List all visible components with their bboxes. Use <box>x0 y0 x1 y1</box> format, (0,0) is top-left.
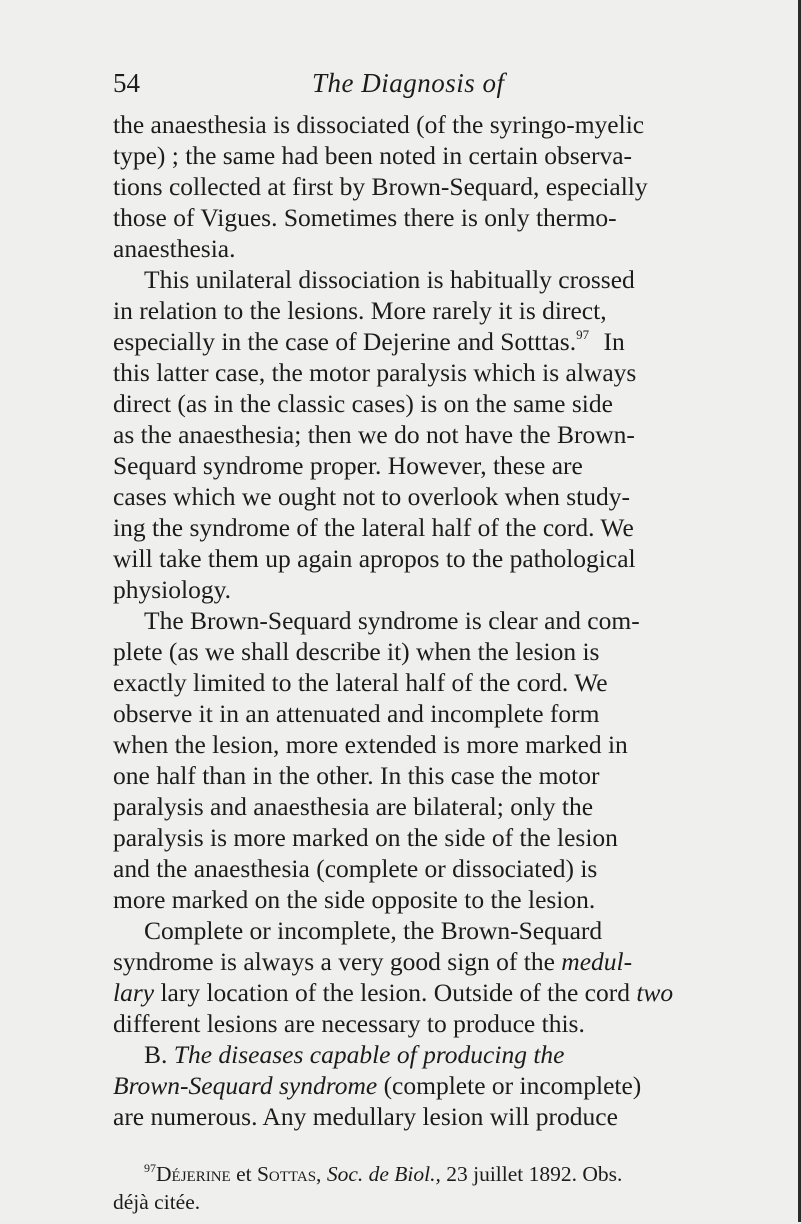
text-line: ing the syndrome of the lateral half of the cord. We <box>113 513 634 542</box>
footnote-journal: Soc. de Biol., <box>326 1162 441 1186</box>
text-line: those of Vigues. Sometimes there is only thermo- <box>113 203 617 232</box>
italic-segment: lary <box>113 978 155 1007</box>
text-line: one half than in the other. In this case the motor <box>113 761 600 790</box>
text-line: Sequard syndrome proper. However, these are <box>113 451 583 480</box>
text-line: will take them up again apropos to the pathological <box>113 544 636 573</box>
text-line: are numerous. Any medullary lesion will produce <box>113 1102 618 1131</box>
text-line: anaesthesia. <box>113 234 236 263</box>
text-segment: (complete or incomplete) <box>383 1071 642 1100</box>
text-line: The Brown-Sequard syndrome is clear and com- <box>144 606 640 635</box>
text-line: in relation to the lesions. More rarely it is direct, <box>113 296 607 325</box>
text-line <box>144 1040 564 1074</box>
text-line: Complete or incomplete, the Brown-Sequard <box>144 916 603 945</box>
text-line: plete (as we shall describe it) when the lesion is <box>113 637 600 666</box>
text-segment: lary location of the lesion. Outside of the cord <box>160 978 630 1007</box>
text-line <box>113 327 625 361</box>
italic-segment: medul- <box>561 947 633 976</box>
text-line: this latter case, the motor paralysis which is always <box>113 358 637 387</box>
footnote-number: 97 <box>144 1161 156 1175</box>
text-line: physiology. <box>113 575 232 604</box>
page-header <box>0 68 801 104</box>
text-line: cases which we ought not to overlook when study- <box>113 482 630 511</box>
text-line: direct (as in the classic cases) is on the same side <box>113 389 613 418</box>
footnote-text: 23 juillet 1892. Obs. <box>446 1162 623 1186</box>
text-segment: especially in the case of Dejerine and Sotttas. <box>113 327 577 356</box>
italic-segment: The diseases capable of producing the <box>173 1040 565 1069</box>
text-line: paralysis is more marked on the side of the lesion <box>113 823 618 852</box>
footnote-author: Sottas, <box>256 1162 322 1186</box>
italic-segment: two <box>636 978 674 1007</box>
footnote-ref[interactable]: 97 <box>576 327 590 342</box>
text-line: tions collected at first by Brown-Sequard, especially <box>113 172 648 201</box>
text-line: when the lesion, more extended is more marked in <box>113 730 628 759</box>
text-line: observe it in an attenuated and incomplete form <box>113 699 600 728</box>
text-line: type) ; the same had been noted in certain observa- <box>113 141 633 170</box>
text-line: paralysis and anaesthesia are bilateral; only the <box>113 792 594 821</box>
text-line: exactly limited to the lateral half of the cord. We <box>113 668 608 697</box>
text-line: more marked on the side opposite to the lesion. <box>113 885 596 914</box>
text-segment: In <box>603 327 625 356</box>
footnote-line: déjà citée. <box>113 1190 201 1214</box>
text-line: This unilateral dissociation is habitually crossed <box>144 265 635 294</box>
text-segment: syndrome is always a very good sign of the <box>113 947 555 976</box>
italic-segment: Brown-Sequard syndrome <box>113 1071 378 1100</box>
text-line: different lesions are necessary to produce this. <box>113 1009 585 1038</box>
text-line <box>113 947 632 981</box>
text-line <box>113 978 673 1012</box>
footnote-line <box>144 1162 622 1196</box>
running-title: The Diagnosis of <box>312 68 505 98</box>
text-segment: B. <box>144 1040 168 1069</box>
text-line: as the anaesthesia; then we do not have the Brown- <box>113 420 635 449</box>
text-line: the anaesthesia is dissociated (of the syringo-myelic <box>113 110 645 139</box>
footnote-text: et <box>236 1162 252 1186</box>
footnote-author: Déjerine <box>156 1162 231 1186</box>
page-number: 54 <box>113 68 140 98</box>
text-line <box>113 1071 641 1105</box>
text-line: and the anaesthesia (complete or dissociated) is <box>113 854 598 883</box>
